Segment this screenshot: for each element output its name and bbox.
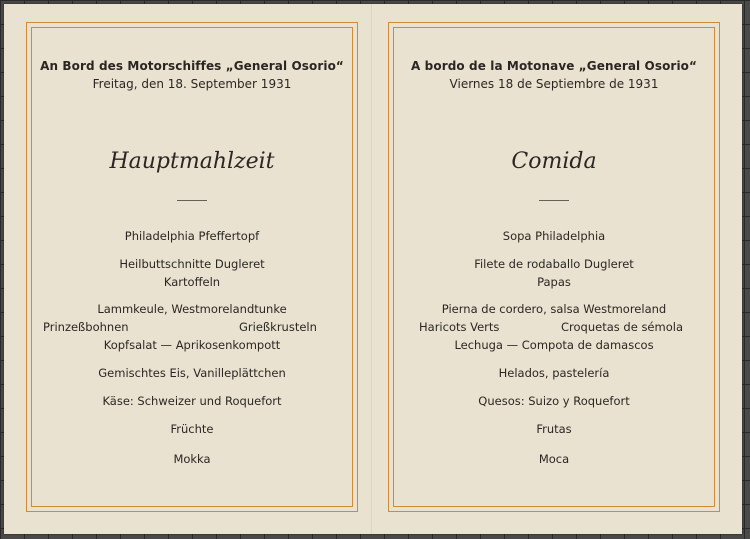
menu-item: Quesos: Suizo y Roquefort <box>478 394 630 408</box>
menu-panel-german <box>26 22 358 512</box>
menu-panel-spanish <box>388 22 720 512</box>
card-fold <box>371 4 373 534</box>
menu-item: Mokka <box>173 452 211 466</box>
menu-item: Frutas <box>536 422 572 436</box>
menu-item: Kartoffeln <box>163 275 221 289</box>
menu-item: Helados, pastelería <box>498 366 610 380</box>
menu-item: Pierna de cordero, salsa Westmoreland <box>441 302 667 316</box>
date-line: Viernes 18 de Septiembre de 1931 <box>449 77 659 91</box>
menu-item: Papas <box>537 275 571 289</box>
menu-item: Croquetas de sémola <box>561 320 683 334</box>
menu-title: Comida <box>511 149 597 174</box>
menu-item: Grießkrusteln <box>239 320 317 334</box>
menu-item: Moca <box>538 452 570 466</box>
date-line: Freitag, den 18. September 1931 <box>92 77 292 91</box>
menu-item: Haricots Verts <box>419 320 500 334</box>
menu-item: Käse: Schweizer und Roquefort <box>102 394 282 408</box>
menu-item: Sopa Philadelphia <box>502 229 606 243</box>
menu-item: Prinzeßbohnen <box>43 320 129 334</box>
menu-item: Gemischtes Eis, Vanilleplättchen <box>98 366 286 380</box>
ship-header: A bordo de la Motonave „General Osorio“ <box>411 59 697 73</box>
title-divider <box>177 200 207 201</box>
ship-header: An Bord des Motorschiffes „General Osorio“ <box>40 59 344 73</box>
menu-item: Lechuga — Compota de damascos <box>454 338 654 352</box>
menu-item: Filete de rodaballo Dugleret <box>474 257 634 271</box>
menu-title: Hauptmahlzeit <box>109 149 275 174</box>
menu-item: Philadelphia Pfeffertopf <box>124 229 260 243</box>
menu-item: Lammkeule, Westmorelandtunke <box>97 302 287 316</box>
title-divider <box>539 200 569 201</box>
menu-item: Heilbuttschnitte Dugleret <box>119 257 265 271</box>
menu-item: Kopfsalat — Aprikosenkompott <box>103 338 281 352</box>
menu-item: Früchte <box>170 422 214 436</box>
